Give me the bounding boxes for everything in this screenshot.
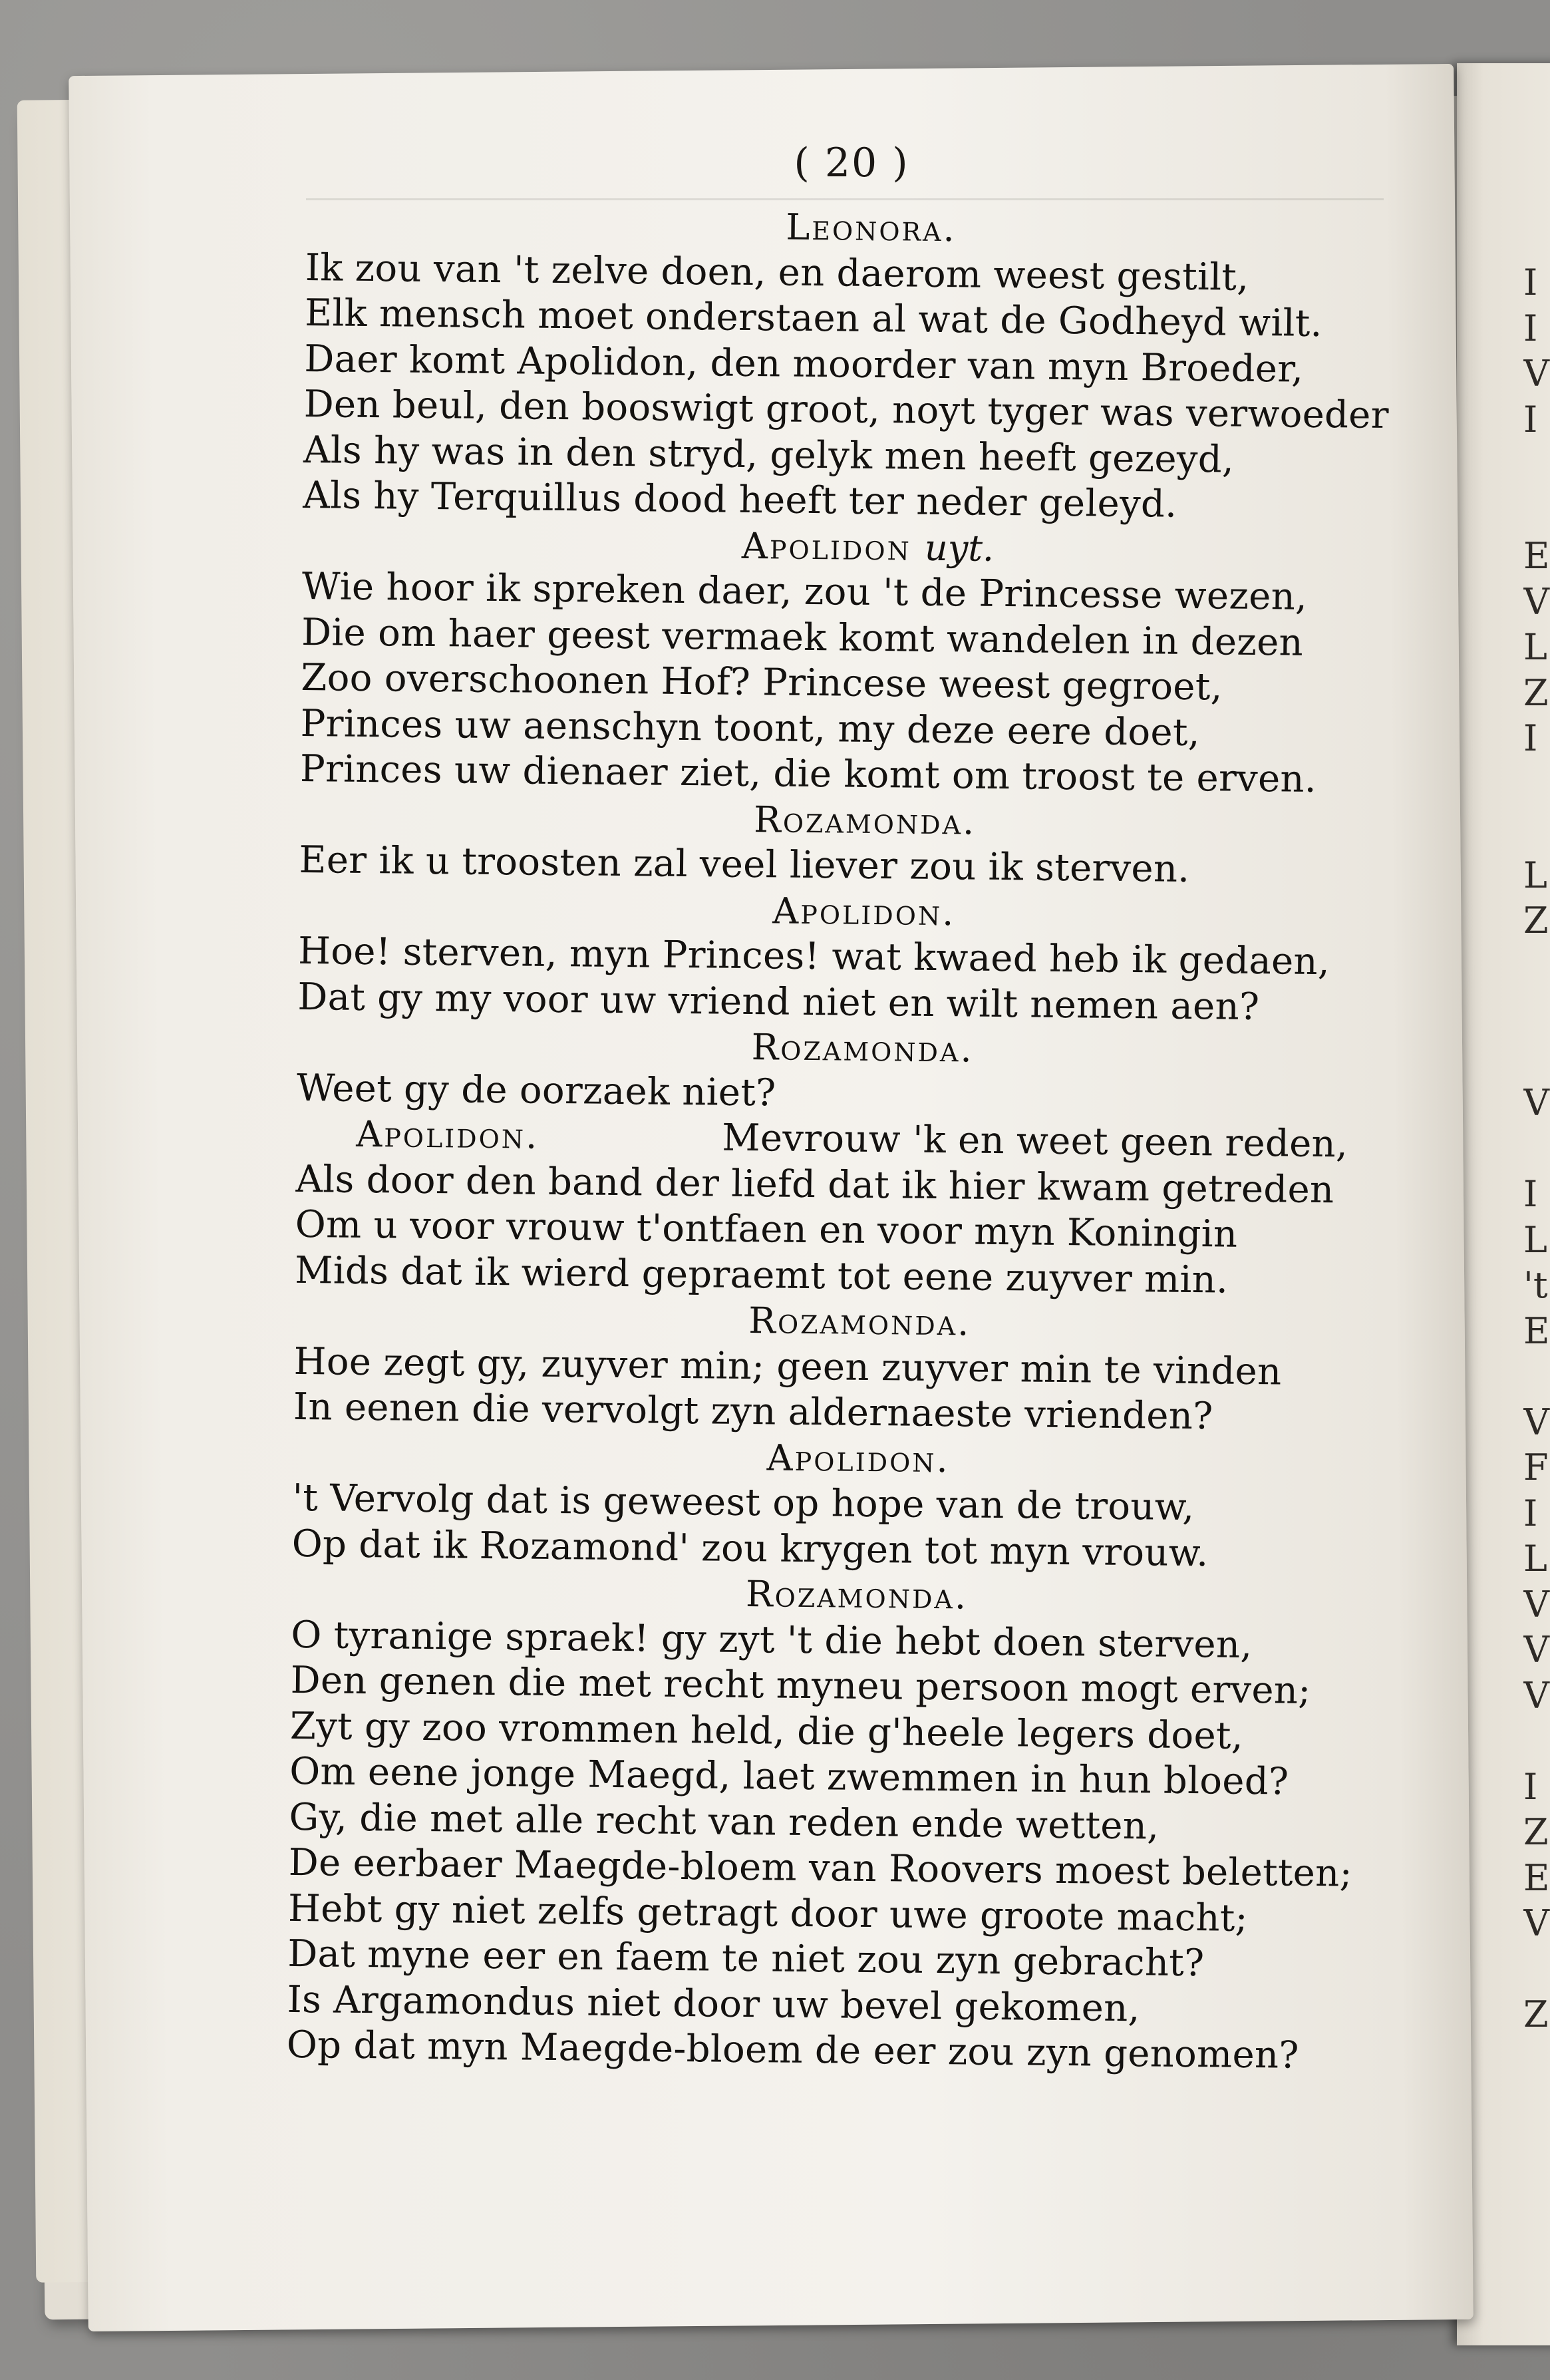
speaker-name: Apolidon. — [772, 889, 956, 934]
facing-page-fragment: L — [1523, 1220, 1547, 1260]
verse-line: Den beul, den booswigt groot, noyt tyger was verwoeder — [303, 382, 1390, 438]
facing-page-fragment: V — [1523, 582, 1549, 622]
verse-line: Op dat ik Rozamond' zou krygen tot myn vrouw. — [291, 1522, 1209, 1575]
verse-line: Als hy was in den stryd, gelyk men heeft gezeyd, — [303, 428, 1235, 482]
verse-line: Om eene jonge Maegd, laet zwemmen in hun bloed? — [289, 1749, 1289, 1804]
facing-page-fragment: Z — [1523, 1812, 1549, 1852]
facing-page-fragment: I — [1523, 719, 1538, 759]
verse-line: Ik zou van 't zelve doen, en daerom weest gestilt, — [305, 246, 1249, 299]
facing-page-fragment: L — [1523, 627, 1547, 667]
facing-page-fragment: E — [1523, 1311, 1550, 1351]
speaker-name: Leonora. — [786, 206, 957, 250]
facing-page-fragment: 't — [1523, 1266, 1548, 1305]
speaker-name: Rozamonda. — [745, 1573, 969, 1617]
facing-page-fragment: V — [1523, 1675, 1549, 1716]
facing-page-fragment: I — [1523, 263, 1538, 303]
facing-page-fragment: I — [1523, 308, 1538, 349]
facing-page-fragment: E — [1523, 1858, 1550, 1898]
verse-line: Wie hoor ik spreken daer, zou 't de Princesse wezen, — [301, 564, 1308, 619]
facing-page-fragment: V — [1523, 1630, 1549, 1670]
speaker-name: Rozamonda. — [748, 1299, 971, 1344]
facing-page-fragment: V — [1523, 1584, 1549, 1625]
speaker-name: Rozamonda. — [753, 798, 977, 843]
facing-page-fragment: L — [1523, 855, 1547, 896]
facing-page-fragment: I — [1523, 399, 1538, 440]
verse-line: Den genen die met recht myneu persoon mogt erven; — [290, 1658, 1311, 1713]
verse-line: O tyranige spraek! gy zyt 't die hebt doen sterven, — [291, 1613, 1253, 1667]
verse-line: Dat gy my voor uw vriend niet en wilt nemen aen? — [297, 975, 1260, 1029]
verse-line: Gy, die met alle recht van reden ende wetten, — [289, 1795, 1160, 1848]
speaker-name: Rozamonda. — [751, 1026, 975, 1071]
facing-page-fragment: L — [1523, 1539, 1547, 1579]
stage-direction: uyt. — [924, 526, 995, 570]
facing-page-fragment: Z — [1523, 1995, 1549, 2035]
facing-page-fragment: I — [1523, 1174, 1538, 1214]
verse-line: Elk mensch moet onderstaen al wat de Godheyd wilt. — [304, 291, 1323, 346]
verse-line: Zoo overschoonen Hof? Princese weest gegroet, — [301, 655, 1223, 709]
verse-line: Als door den band der liefd dat ik hier kwam getreden — [295, 1157, 1334, 1212]
facing-page-fragment: E — [1523, 536, 1550, 576]
verse-line: Princes uw dienaer ziet, die komt om troost te erven. — [299, 747, 1317, 801]
verse-line: Zyt gy zoo vrommen held, die g'heele legers doet, — [289, 1704, 1244, 1758]
verse-line: Is Argamondus niet door uw bevel gekomen, — [287, 1977, 1140, 2030]
verse-line: Dat myne eer en faem te niet zou zyn gebracht? — [287, 1932, 1205, 1985]
verse-line: In eenen die vervolgt zyn aldernaeste vrienden? — [293, 1385, 1213, 1439]
verse-line: Eer ik u troosten zal veel liever zou ik sterven. — [299, 838, 1190, 891]
verse-line: Als hy Terquillus dood heeft ter neder geleyd. — [303, 473, 1177, 526]
speaker-name: Apolidon. — [355, 1112, 540, 1157]
speaker-name: Apolidon. — [766, 1436, 951, 1480]
verse-line: Hoe zegt gy, zuyver min; geen zuyver min te vinden — [293, 1339, 1282, 1393]
show-through-rule — [306, 198, 1384, 200]
verse-line: Die om haer geest vermaek komt wandelen in dezen — [301, 610, 1304, 665]
verse-line: Weet gy de oorzaek niet? — [296, 1066, 776, 1114]
facing-page-fragment: V — [1523, 1904, 1549, 1944]
play-text — [287, 200, 1437, 2080]
facing-page-fragment: I — [1523, 1493, 1538, 1534]
verse-line: De eerbaer Maegde-bloem van Roovers moest beletten; — [288, 1840, 1353, 1896]
verse-line: Hebt gy niet zelfs getragt door uwe groote macht; — [287, 1886, 1249, 1940]
verse-line: Mids dat ik wierd gepraemt tot eene zuyver min. — [294, 1248, 1229, 1302]
facing-page-edge — [1457, 63, 1550, 2345]
facing-page-fragment: F — [1523, 1448, 1549, 1488]
facing-page-fragment: V — [1523, 1402, 1549, 1443]
verse-line: Daer komt Apolidon, den moorder van myn Broeder, — [304, 337, 1304, 391]
verse-text: Mevrouw 'k en weet geen reden, — [721, 1116, 1348, 1166]
facing-page-fragment: V — [1523, 354, 1549, 394]
verse-line: 't Vervolg dat is geweest op hope van de trouw, — [292, 1476, 1195, 1530]
verse-line: Om u voor vrouw t'ontfaen en voor myn Koningin — [295, 1202, 1238, 1256]
facing-page-fragment: I — [1523, 1767, 1538, 1807]
speaker-name: Apolidon — [741, 524, 912, 569]
facing-page-fragment: V — [1523, 1083, 1549, 1123]
verse-line: Op dat myn Maegde-bloem de eer zou zyn genomen? — [286, 2023, 1299, 2077]
verse-line: Hoe! sterven, myn Princes! wat kwaed heb ik gedaen, — [297, 929, 1330, 984]
facing-page-fragment: Z — [1523, 901, 1549, 941]
facing-page-fragment: Z — [1523, 673, 1549, 713]
verse-line: Princes uw aenschyn toont, my deze eere doet, — [300, 701, 1201, 755]
page-number: ( 20 ) — [794, 140, 909, 186]
